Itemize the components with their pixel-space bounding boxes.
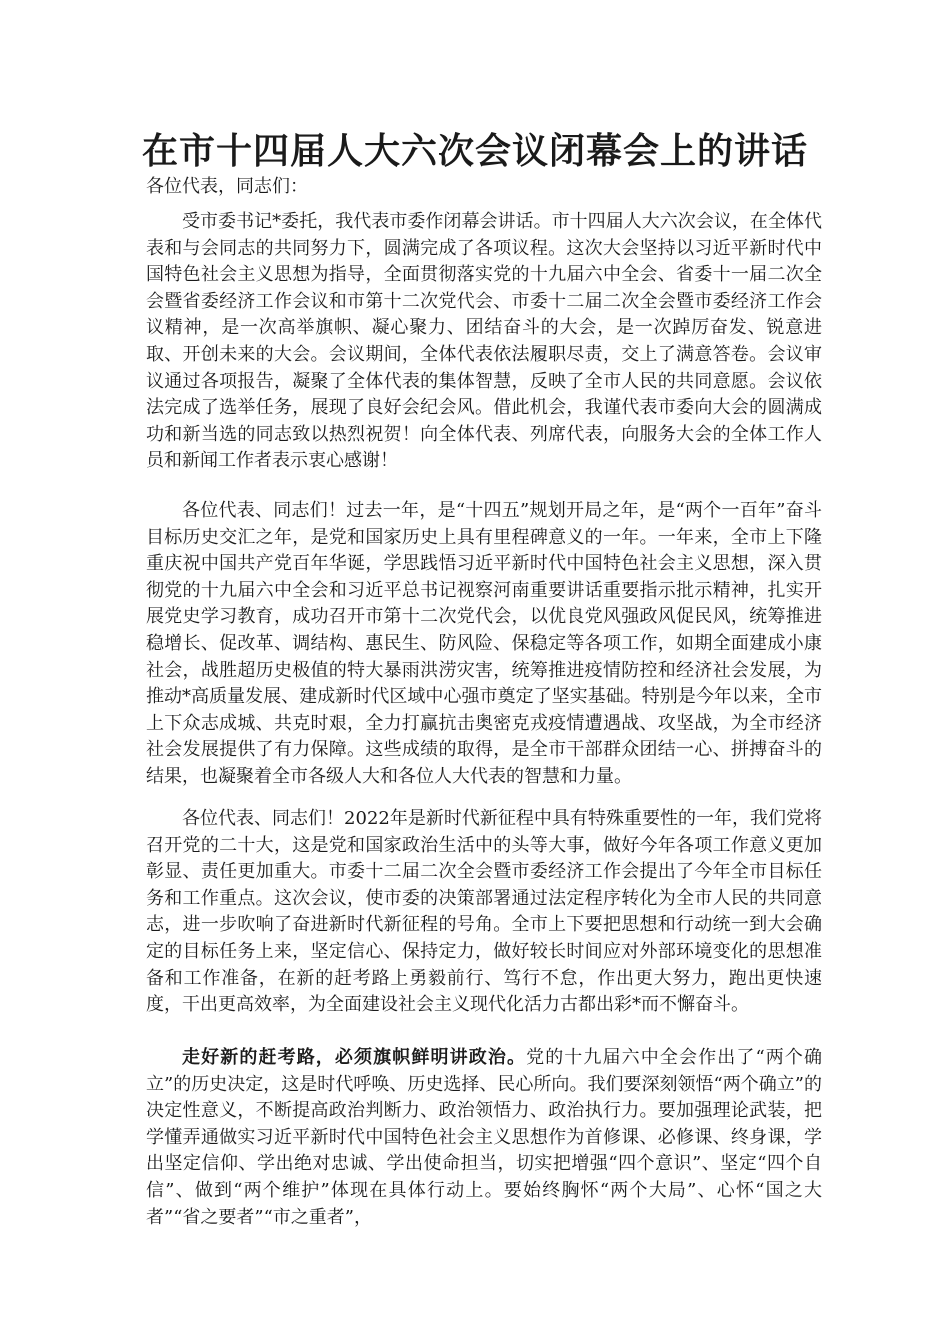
paragraph: 受市委书记*委托，我代表市委作闭幕会讲话。市十四届人大六次会议，在全体代表和与会同志的共同努力下，圆满完成了各项议程。这次大会坚持以习近平新时代中国特色社会主义思想为指导，全面贯彻落实党的十九届六中全会、省委十一届二次全会暨省委经济工作会议和市第十二次党代会、市委十二届二次全会暨市委经济工作会议精神，是一次高举旗帜、凝心聚力、团结奋斗的大会，是一次踔厉奋发、锐意进取、开创未来的大会。会议期间，全体代表依法履职尽责，交上了满意答卷。会议审议通过各项报告，凝聚了全体代表的集体智慧，反映了全市人民的共同意愿。会议依法完成了选举任务，展现了良好会纪会风。借此机会，我谨代表市委向大会的圆满成功和新当选的同志致以热烈祝贺！向全体代表、列席代表，向服务大会的全体工作人员和新闻工作者表示衷心感谢！ (146, 211, 822, 472)
paragraph: 各位代表、同志们！2022年是新时代新征程中具有特殊重要性的一年，我们党将召开党的二十大，这是党和国家政治生活中的头等大事，做好今年各项工作意义更加彰显、责任更加重大。市委十二届二次全会暨市委经济工作会提出了今年全市目标任务和工作重点。这次会议，使市委的决策部署通过法定程序转化为全市人民的共同意志，进一步吹响了奋进新时代新征程的号角。全市上下要把思想和行动统一到大会确定的目标任务上来，坚定信心、保持定力，做好较长时间应对外部环境变化的思想准备和工作准备，在新的赶考路上勇毅前行、笃行不怠，作出更大努力，跑出更快速度，干出更高效率，为全面建设社会主义现代化活力古都出彩*而不懈奋斗。 (146, 808, 822, 1016)
paragraph-text: 党的十九届六中全会作出了“两个确立”的历史决定，这是时代呼唤、历史选择、民心所向。我们要深刻领悟“两个确立”的决定性意义，不断提高政治判断力、政治领悟力、政治执行力。要加强理论武装，把学懂弄通做实习近平新时代中国特色社会主义思想作为首修课、必修课、终身课，学出坚定信仰、学出绝对忠诚、学出使命担当，切实把增强“四个意识”、坚定“四个自信”、做到“两个维护”体现在具体行动上。要始终胸怀“两个大局”、心怀“国之大者”“省之要者”“市之重者”， (146, 1047, 823, 1228)
paragraph-lead-heading: 走好新的赶考路，必须旗帜鲜明讲政治。 (182, 1047, 527, 1068)
document-title: 在市十四届人大六次会议闭幕会上的讲话 (141, 131, 808, 172)
salutation: 各位代表，同志们： (146, 176, 308, 197)
paragraph: 各位代表、同志们！过去一年，是“十四五”规划开局之年，是“两个一百年”奋斗目标历史交汇之年，是党和国家历史上具有里程碑意义的一年。一年来，全市上下隆重庆祝中国共产党百年华诞，学思践悟习近平新时代中国特色社会主义思想，深入贯彻党的十九届六中全会和习近平总书记视察河南重要讲话重要指示批示精神，扎实开展党史学习教育，成功召开市第十二次党代会，以优良党风强政风促民风，统筹推进稳增长、促改革、调结构、惠民生、防风险、保稳定等各项工作，如期全面建成小康社会，战胜超历史极值的特大暴雨洪涝灾害，统筹推进疫情防控和经济社会发展，为推动*高质量发展、建成新时代区域中心强市奠定了坚实基础。特别是今年以来，全市上下众志成城、共克时艰，全力打赢抗击奥密克戎疫情遭遇战、攻坚战，为全市经济社会发展提供了有力保障。这些成绩的取得，是全市干部群众团结一心、拼搏奋斗的结果，也凝聚着全市各级人大和各位人大代表的智慧和力量。 (146, 500, 822, 787)
paragraph (146, 1045, 822, 1231)
